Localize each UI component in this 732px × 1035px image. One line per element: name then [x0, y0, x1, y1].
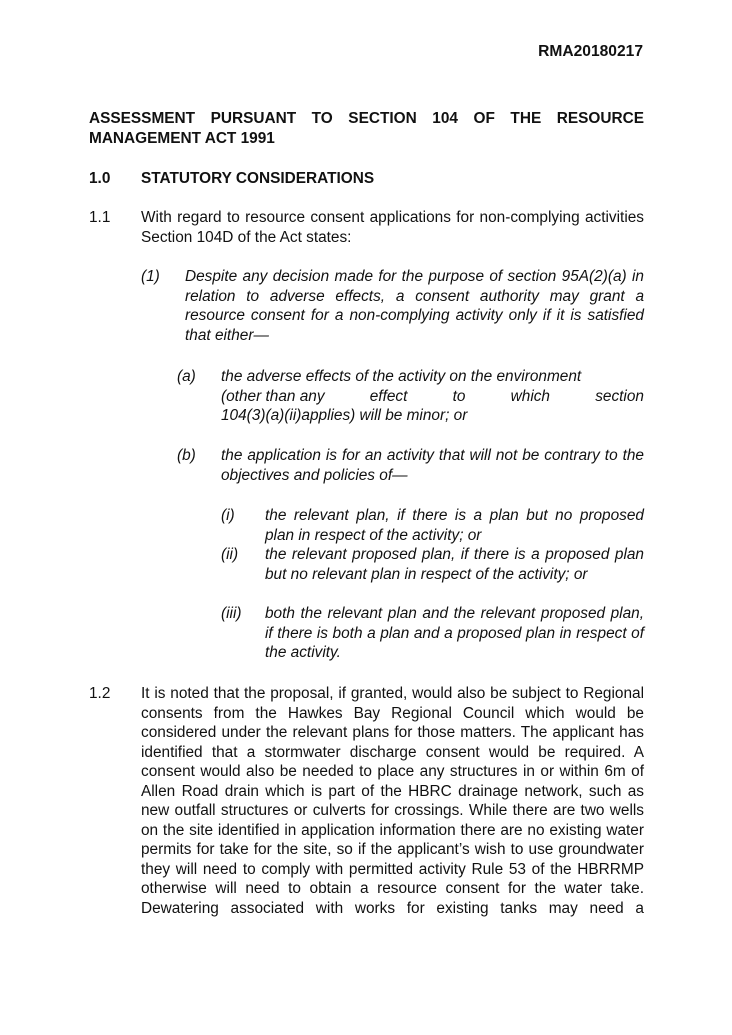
clause-label: (ii) [221, 546, 239, 563]
clause-text: Despite any decision made for the purpose of section 95A(2)(a) in relation to adverse effects, a consent authority may grant a resource consent for a non-complying activity only if it is satisfied that either— [185, 268, 644, 344]
clause-label: (i) [221, 507, 235, 524]
clause-text: the relevant plan, if there is a plan but no proposed plan in respect of the activity; or [265, 507, 644, 544]
paragraph-number: 1.1 [89, 209, 111, 226]
clause-label: (iii) [221, 605, 242, 622]
clause-line: 104(3)(a)(ii)applies) will be minor; or [221, 407, 468, 424]
paragraph-number: 1.2 [89, 685, 111, 702]
clause-line: the adverse effects of the activity on the environment [221, 368, 582, 385]
clause-text [221, 367, 644, 426]
clause-text: the relevant proposed plan, if there is a proposed plan but no relevant plan in respect of the activity; or [265, 546, 644, 583]
clause-text: both the relevant plan and the relevant proposed plan, if there is both a plan and a proposed plan in respect of the activity. [265, 605, 644, 661]
document-title: ASSESSMENT PURSUANT TO SECTION 104 OF THE RESOURCE MANAGEMENT ACT 1991 [89, 110, 644, 147]
clause-text: the application is for an activity that will not be contrary to the objectives and policies of— [221, 447, 644, 484]
paragraph-text: It is noted that the proposal, if granted, would also be subject to Regional consents from the Hawkes Bay Regional Council which would be considered under the relevant plans for those matters. The applicant has identified that a stormwater discharge consent would be required. A consent would also be needed to place any structures in or within 6m of Allen Road drain which is part of the HBRC drainage network, such as new outfall structures or culverts for crossings. While there are two wells on the site identified in application information there are no existing water permits for take for the site, so if the applicant’s wish to use groundwater they will need to comply with permitted activity Rule 53 of the HBRRMP otherwise will need to obtain a resource consent for the water take. Dewatering associated with works for existing tanks may need a [141, 685, 644, 917]
section-heading: STATUTORY CONSIDERATIONS [141, 170, 375, 187]
clause-label: (a) [177, 368, 196, 385]
document-reference: RMA20180217 [538, 43, 643, 60]
section-number: 1.0 [89, 170, 111, 187]
clause-label: (b) [177, 447, 196, 464]
paragraph-text: With regard to resource consent applications for non-complying activities Section 104D of the Act states: [141, 209, 644, 246]
clause-line: (other than any effect to which section [221, 387, 644, 405]
clause-label: (1) [141, 268, 160, 285]
